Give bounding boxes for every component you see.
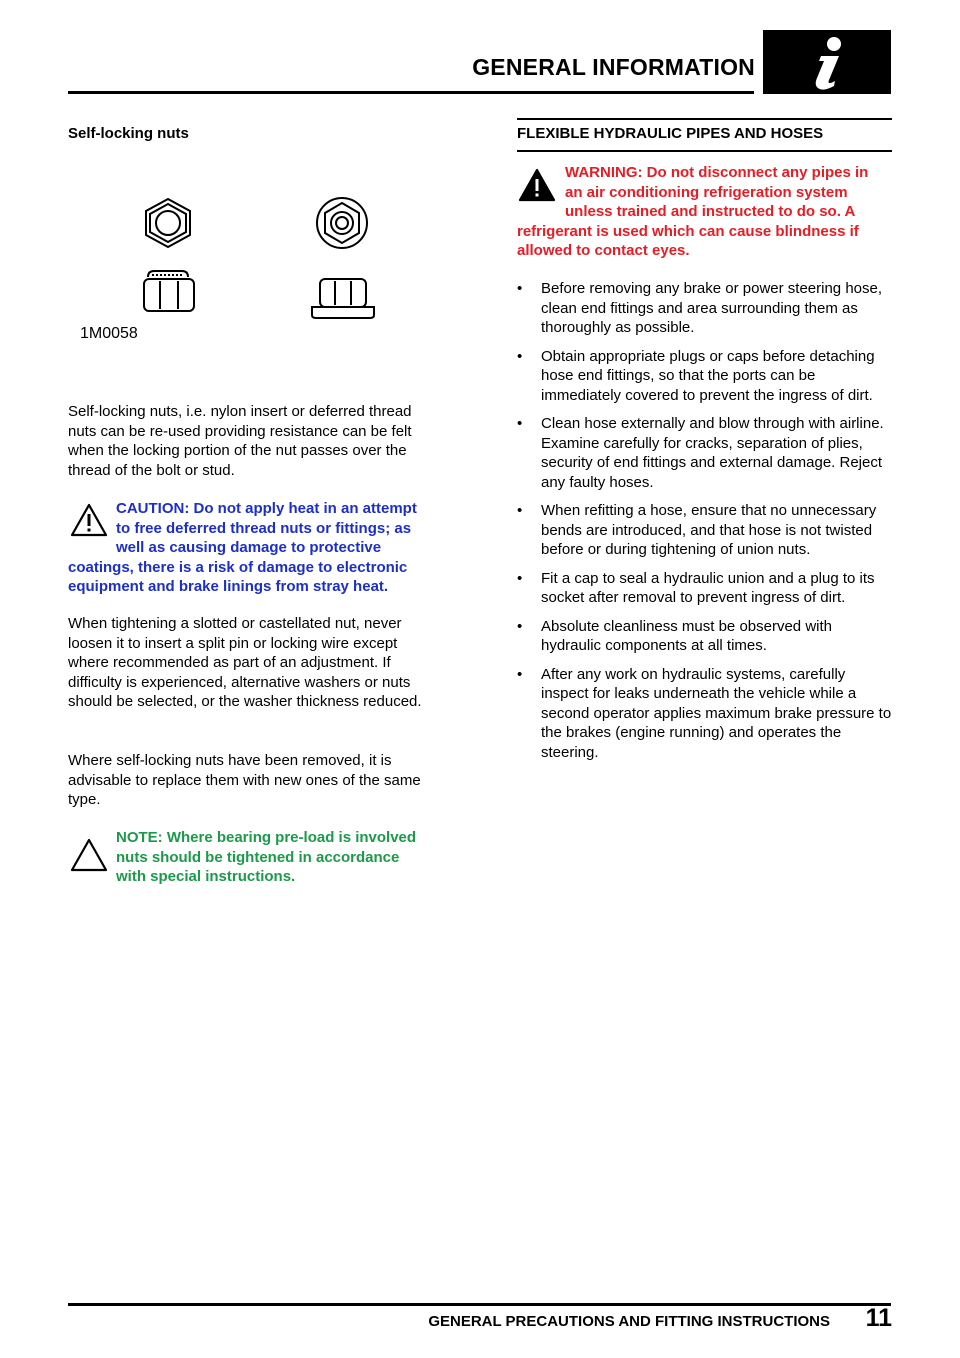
bullet-icon: • (517, 502, 523, 519)
note-line: nuts should be tightened in accordance (116, 848, 400, 866)
page-number: 11 (865, 1304, 892, 1332)
warning-line: unless trained and instructed to do so. A (565, 203, 856, 220)
list-item-text: Absolute cleanliness must be observed with hydraulic components at all times. (541, 617, 832, 654)
paragraph-text: Self-locking nuts, i.e. nylon insert or deferred thread nuts can be re-used providing resistance can be felt when the locking portion of the nut passes over the thread of the bolt or stud. (68, 403, 412, 479)
list-item (517, 617, 893, 656)
paragraph (68, 614, 440, 712)
warning-note (517, 163, 895, 261)
bullet-icon: • (517, 617, 523, 635)
footer-rule (68, 1303, 891, 1306)
bullet-icon: • (517, 347, 523, 365)
paragraph-text: Where self-locking nuts have been removed, it is advisable to replace them with new ones of the same type. (68, 752, 421, 808)
figure-label: 1M0058 (80, 325, 138, 342)
list-item-text: Obtain appropriate plugs or caps before detaching hose end fittings, so that the ports can be immediately covered to prevent the ingress of dirt. (541, 347, 875, 404)
list-item (517, 347, 893, 406)
section-rule (517, 118, 892, 120)
list-item (517, 569, 893, 608)
bullet-icon: • (517, 415, 523, 432)
list-item-text: Before removing any brake or power steering hose, clean end fittings and area surrounding them as thoroughly as possible. (541, 280, 883, 336)
paragraph (68, 751, 440, 810)
bullet-icon: • (517, 569, 523, 587)
caution-line: to free deferred thread nuts or fittings; as (116, 519, 412, 537)
section-rule (517, 150, 892, 152)
bullet-list (517, 279, 893, 771)
paragraph (68, 402, 440, 480)
bullet-icon: • (517, 280, 523, 297)
caution-note (68, 499, 440, 597)
list-item-text: Fit a cap to seal a hydraulic union and a plug to its socket after removal to prevent ingress of dirt. (541, 569, 875, 606)
page-title: GENERAL INFORMATION (472, 54, 755, 80)
header-rule (68, 91, 754, 94)
info-icon (763, 30, 891, 94)
self-locking-nuts-figure (130, 195, 390, 325)
list-item (517, 665, 893, 763)
list-item-text: After any work on hydraulic systems, carefully inspect for leaks underneath the vehicle while a second operator applies maximum brake pressure to the brakes (engine running) and operates the steering. (541, 665, 892, 761)
warning-line: WARNING: Do not disconnect any pipes in (565, 164, 869, 181)
caution-line: well as causing damage to protective (116, 539, 382, 556)
list-item (517, 414, 893, 492)
list-item (517, 501, 893, 560)
bullet-icon: • (517, 665, 523, 683)
warning-line: an air conditioning refrigeration system (565, 183, 848, 201)
note-line: NOTE: Where bearing pre-load is involved (116, 829, 417, 846)
list-item-text: Clean hose externally and blow through with airline. Examine carefully for cracks, separation of plies, security of end fittings and external damage. Reject any faulty hoses. (541, 415, 884, 491)
list-item (517, 279, 893, 338)
section-heading: Self-locking nuts (68, 125, 189, 142)
caution-text: coatings, there is a risk of damage to electronic equipment and brake linings from stray heat. (68, 558, 408, 595)
paragraph-text: When tightening a slotted or castellated nut, never loosen it to insert a split pin or locking wire except where recommended as part of an adjustment. If difficulty is experienced, alternative washers or nuts should be selected, or the washer thickness reduced. (68, 615, 422, 710)
footer-title: GENERAL PRECAUTIONS AND FITTING INSTRUCTIONS (428, 1313, 830, 1330)
caution-line: CAUTION: Do not apply heat in an attempt (116, 500, 417, 517)
note (68, 828, 440, 887)
section-heading: FLEXIBLE HYDRAULIC PIPES AND HOSES (517, 125, 824, 142)
note-line: with special instructions. (116, 868, 296, 885)
warning-text: refrigerant is used which can cause blindness if allowed to contact eyes. (517, 222, 859, 259)
list-item-text: When refitting a hose, ensure that no unnecessary bends are introduced, and that hose is not twisted before or during tightening of union nuts. (541, 502, 877, 558)
